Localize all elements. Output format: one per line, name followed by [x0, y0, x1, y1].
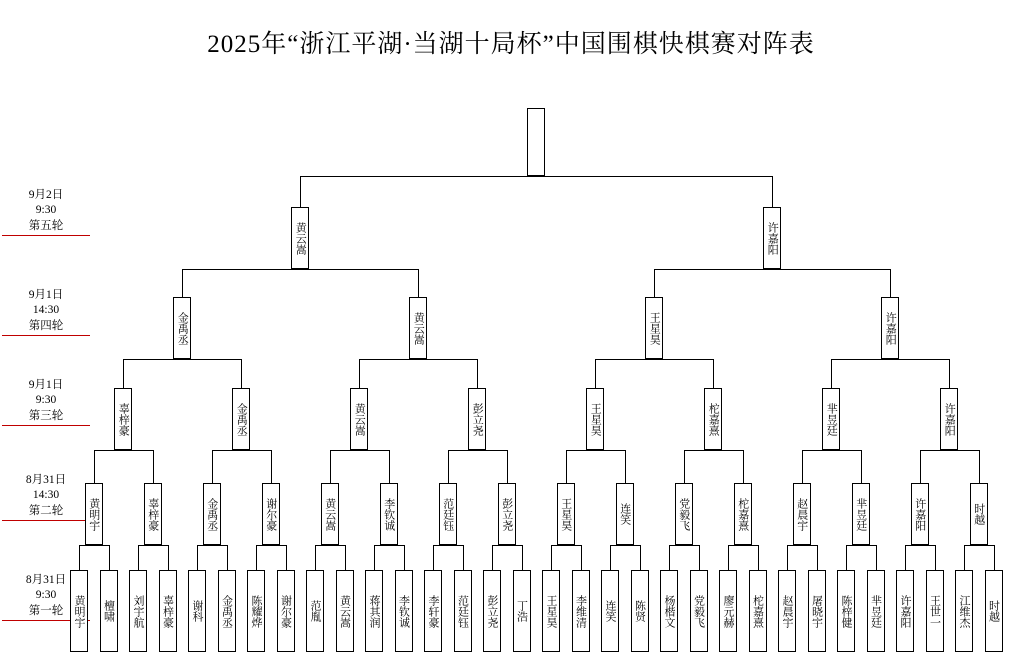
round1-node: 时越 — [985, 570, 1003, 652]
round1-node: 檀啸 — [100, 570, 118, 652]
connector-line — [787, 545, 817, 546]
connector-line — [153, 450, 154, 483]
round2-node: 许嘉阳 — [911, 483, 929, 545]
round2-name: 第二轮 — [2, 503, 90, 521]
connector-line — [315, 545, 345, 546]
connector-line — [315, 545, 316, 570]
round1-time: 9:30 — [35, 589, 57, 601]
round2-node: 黄云嵩 — [321, 483, 339, 545]
round5-node: 许嘉阳 — [763, 207, 781, 269]
connector-line — [477, 359, 478, 388]
connector-line — [890, 269, 891, 297]
round4-time: 14:30 — [32, 304, 60, 316]
round-label-3 — [2, 378, 90, 426]
round1-node: 杨楷文 — [660, 570, 678, 652]
connector-line — [404, 545, 405, 570]
connector-line — [241, 359, 242, 388]
round1-node: 李轩豪 — [424, 570, 442, 652]
round4-date: 9月1日 — [28, 289, 64, 301]
connector-line — [359, 359, 360, 388]
round2-node: 李钦诚 — [380, 483, 398, 545]
connector-line — [138, 545, 139, 570]
round5-time: 9:30 — [35, 204, 57, 216]
connector-line — [212, 450, 213, 483]
round1-node: 范胤 — [306, 570, 324, 652]
round3-node: 许嘉阳 — [940, 388, 958, 450]
connector-line — [610, 545, 611, 570]
connector-line — [817, 545, 818, 570]
connector-line — [123, 359, 241, 360]
connector-line — [861, 450, 862, 483]
connector-line — [920, 450, 979, 451]
connector-line — [227, 545, 228, 570]
connector-line — [979, 450, 980, 483]
connector-line — [168, 545, 169, 570]
connector-line — [728, 545, 729, 570]
connector-line — [846, 545, 876, 546]
connector-line — [492, 545, 522, 546]
round1-node: 连笑 — [601, 570, 619, 652]
round5-node: 黄云嵩 — [291, 207, 309, 269]
connector-line — [300, 176, 301, 207]
round1-node: 王世一 — [926, 570, 944, 652]
connector-line — [359, 359, 477, 360]
round2-node: 赵晨宇 — [793, 483, 811, 545]
connector-line — [625, 450, 626, 483]
connector-line — [433, 545, 434, 570]
connector-line — [389, 450, 390, 483]
connector-line — [286, 545, 287, 570]
round1-node: 蒋其润 — [365, 570, 383, 652]
round2-node: 彭立尧 — [498, 483, 516, 545]
connector-line — [920, 450, 921, 483]
connector-line — [787, 545, 788, 570]
round2-node: 辜梓豪 — [144, 483, 162, 545]
round2-node: 芈昱廷 — [852, 483, 870, 545]
round3-node: 王星昊 — [586, 388, 604, 450]
connector-line — [109, 545, 110, 570]
round4-name: 第四轮 — [2, 318, 90, 336]
connector-line — [728, 545, 758, 546]
connector-line — [743, 450, 744, 483]
round-label-2 — [2, 473, 90, 521]
connector-line — [448, 450, 449, 483]
round2-node: 柁嘉熹 — [734, 483, 752, 545]
connector-line — [595, 359, 596, 388]
round3-node: 芈昱廷 — [822, 388, 840, 450]
connector-line — [772, 176, 773, 207]
connector-line — [418, 269, 419, 297]
connector-line — [256, 545, 257, 570]
round1-node: 廖元赫 — [719, 570, 737, 652]
connector-line — [566, 450, 567, 483]
connector-line — [330, 450, 389, 451]
connector-line — [654, 269, 655, 297]
round2-node: 连笑 — [616, 483, 634, 545]
connector-line — [463, 545, 464, 570]
round1-node: 李维清 — [572, 570, 590, 652]
connector-line — [182, 269, 183, 297]
round-label-5 — [2, 188, 90, 236]
connector-line — [905, 545, 906, 570]
connector-line — [595, 359, 713, 360]
round5-name: 第五轮 — [2, 218, 90, 236]
connector-line — [758, 545, 759, 570]
round1-node: 黄明宇 — [70, 570, 88, 652]
connector-line — [551, 545, 552, 570]
connector-line — [507, 450, 508, 483]
round1-node: 屠晓宇 — [808, 570, 826, 652]
connector-line — [79, 545, 80, 570]
connector-line — [551, 545, 581, 546]
connector-line — [300, 176, 772, 177]
connector-line — [905, 545, 935, 546]
round1-node: 陈贤 — [631, 570, 649, 652]
connector-line — [94, 450, 95, 483]
round2-node: 党毅飞 — [675, 483, 693, 545]
round1-node: 彭立尧 — [483, 570, 501, 652]
round3-node: 彭立尧 — [468, 388, 486, 450]
connector-line — [197, 545, 227, 546]
connector-line — [581, 545, 582, 570]
connector-line — [374, 545, 375, 570]
connector-line — [846, 545, 847, 570]
round1-node: 党毅飞 — [690, 570, 708, 652]
round1-node: 王星昊 — [542, 570, 560, 652]
connector-line — [522, 545, 523, 570]
round1-node: 许嘉阳 — [896, 570, 914, 652]
connector-line — [876, 545, 877, 570]
connector-line — [831, 359, 832, 388]
round3-time: 9:30 — [35, 394, 57, 406]
round2-date: 8月31日 — [25, 474, 67, 486]
round3-node: 金禹丞 — [232, 388, 250, 450]
connector-line — [949, 359, 950, 388]
round1-node: 金禹丞 — [218, 570, 236, 652]
round2-node: 时越 — [970, 483, 988, 545]
connector-line — [654, 269, 890, 270]
connector-line — [566, 450, 625, 451]
round3-node: 柁嘉熹 — [704, 388, 722, 450]
connector-line — [964, 545, 965, 570]
round1-node: 谢科 — [188, 570, 206, 652]
round2-node: 金禹丞 — [203, 483, 221, 545]
round1-node: 柁嘉熹 — [749, 570, 767, 652]
round1-node: 赵晨宇 — [778, 570, 796, 652]
round4-node: 黄云嵩 — [409, 297, 427, 359]
connector-line — [79, 545, 109, 546]
round1-node: 江维杰 — [955, 570, 973, 652]
round2-node: 王星昊 — [557, 483, 575, 545]
connector-line — [669, 545, 670, 570]
round1-node: 陈梓健 — [837, 570, 855, 652]
round1-date: 8月31日 — [25, 574, 67, 586]
connector-line — [448, 450, 507, 451]
connector-line — [123, 359, 124, 388]
connector-line — [640, 545, 641, 570]
connector-line — [138, 545, 168, 546]
round1-node: 丁浩 — [513, 570, 531, 652]
round1-node: 谢尔豪 — [277, 570, 295, 652]
round3-node: 辜梓豪 — [114, 388, 132, 450]
round4-node: 许嘉阳 — [881, 297, 899, 359]
round1-name: 第一轮 — [2, 603, 90, 621]
connector-line — [492, 545, 493, 570]
round2-node: 范廷钰 — [439, 483, 457, 545]
round1-node: 刘宇航 — [129, 570, 147, 652]
round2-node: 谢尔豪 — [262, 483, 280, 545]
round1-node: 陈耀烨 — [247, 570, 265, 652]
connector-line — [94, 450, 153, 451]
connector-line — [802, 450, 861, 451]
round3-date: 9月1日 — [28, 379, 64, 391]
page-title: 2025年“浙江平湖·当湖十局杯”中国围棋快棋赛对阵表 — [207, 31, 815, 58]
connector-line — [699, 545, 700, 570]
connector-line — [684, 450, 743, 451]
connector-line — [713, 359, 714, 388]
connector-line — [684, 450, 685, 483]
round5-date: 9月2日 — [28, 189, 64, 201]
round2-node: 黄明宇 — [85, 483, 103, 545]
round-label-4 — [2, 288, 90, 336]
round1-node: 范廷钰 — [454, 570, 472, 652]
champion-node — [527, 108, 545, 176]
connector-line — [994, 545, 995, 570]
connector-line — [345, 545, 346, 570]
round4-node: 王星昊 — [645, 297, 663, 359]
connector-line — [433, 545, 463, 546]
connector-line — [197, 545, 198, 570]
connector-line — [935, 545, 936, 570]
round1-node: 辜梓豪 — [159, 570, 177, 652]
round2-time: 14:30 — [32, 489, 60, 501]
connector-line — [271, 450, 272, 483]
round1-node: 芈昱廷 — [867, 570, 885, 652]
connector-line — [964, 545, 994, 546]
connector-line — [610, 545, 640, 546]
connector-line — [182, 269, 418, 270]
round3-node: 黄云嵩 — [350, 388, 368, 450]
connector-line — [212, 450, 271, 451]
connector-line — [669, 545, 699, 546]
round3-name: 第三轮 — [2, 408, 90, 426]
connector-line — [330, 450, 331, 483]
connector-line — [831, 359, 949, 360]
round4-node: 金禹丞 — [173, 297, 191, 359]
round1-node: 李钦诚 — [395, 570, 413, 652]
connector-line — [802, 450, 803, 483]
connector-line — [374, 545, 404, 546]
connector-line — [256, 545, 286, 546]
round1-node: 黄云嵩 — [336, 570, 354, 652]
